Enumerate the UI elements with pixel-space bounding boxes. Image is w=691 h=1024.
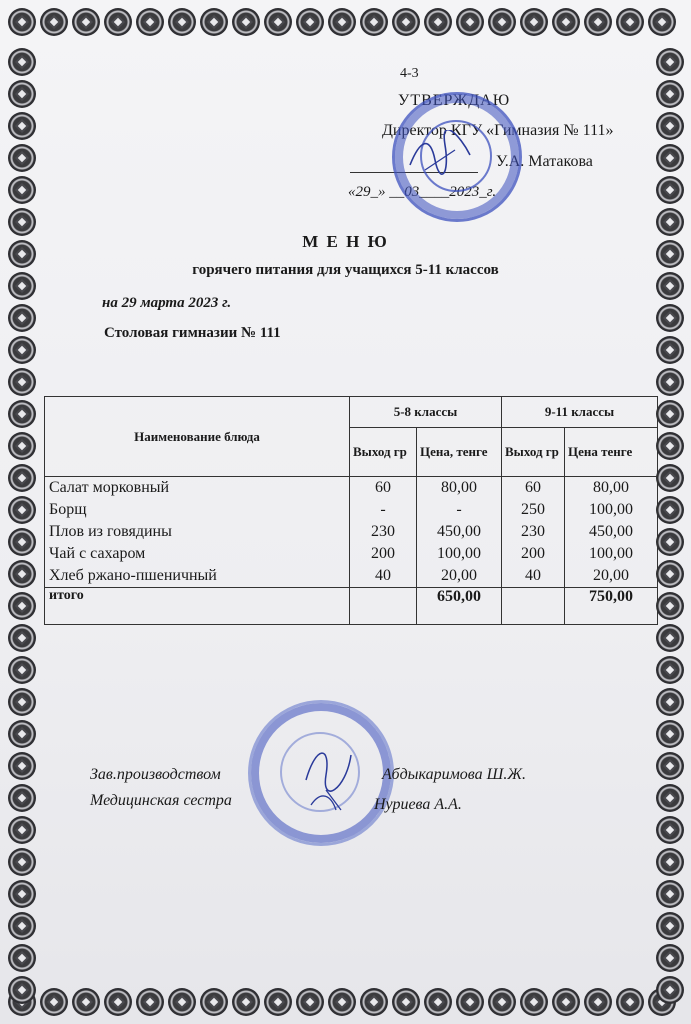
flower-ornament-icon <box>8 720 36 748</box>
flower-ornament-icon <box>656 944 684 972</box>
flower-ornament-icon <box>8 944 36 972</box>
price-9-11: 100,00 <box>565 543 658 565</box>
dish-name: Чай с сахаром <box>45 543 350 565</box>
flower-ornament-icon <box>8 112 36 140</box>
flower-ornament-icon <box>656 624 684 652</box>
yield-5-8: - <box>350 499 417 521</box>
flower-ornament-icon <box>656 464 684 492</box>
flower-ornament-icon <box>8 144 36 172</box>
flower-ornament-icon <box>656 528 684 556</box>
canteen-name: Столовая гимназии № 111 <box>104 325 281 341</box>
flower-ornament-icon <box>656 80 684 108</box>
yield-9-11: 200 <box>502 543 565 565</box>
flower-ornament-icon <box>488 988 516 1016</box>
table-row <box>45 499 658 521</box>
total-yield-2 <box>502 588 565 625</box>
table-row <box>45 477 658 500</box>
flower-ornament-icon <box>656 816 684 844</box>
approval-code: 4-3 <box>400 66 419 81</box>
flower-ornament-icon <box>656 144 684 172</box>
flower-ornament-icon <box>8 496 36 524</box>
flower-ornament-icon <box>8 912 36 940</box>
flower-ornament-icon <box>296 8 324 36</box>
flower-ornament-icon <box>656 304 684 332</box>
flower-ornament-icon <box>8 8 36 36</box>
flower-ornament-icon <box>584 988 612 1016</box>
total-label: итого <box>45 588 350 625</box>
flower-ornament-icon <box>8 560 36 588</box>
menu-title: М Е Н Ю <box>302 232 389 251</box>
signature-role-production: Зав.производством <box>90 766 221 783</box>
flower-ornament-icon <box>8 784 36 812</box>
flower-ornament-icon <box>8 752 36 780</box>
table-row <box>45 565 658 588</box>
flower-ornament-icon <box>72 8 100 36</box>
flower-ornament-icon <box>616 8 644 36</box>
flower-ornament-icon <box>168 8 196 36</box>
price-5-8: 450,00 <box>417 521 502 543</box>
flower-ornament-icon <box>8 304 36 332</box>
flower-ornament-icon <box>656 784 684 812</box>
flower-ornament-icon <box>8 400 36 428</box>
flower-ornament-icon <box>8 432 36 460</box>
flower-ornament-icon <box>656 560 684 588</box>
flower-ornament-icon <box>648 8 676 36</box>
menu-table <box>44 396 658 625</box>
flower-ornament-icon <box>656 432 684 460</box>
header-group-5-8: 5-8 классы <box>350 397 502 428</box>
flower-ornament-icon <box>136 988 164 1016</box>
flower-ornament-icon <box>296 988 324 1016</box>
flower-ornament-icon <box>8 880 36 908</box>
flower-ornament-icon <box>392 988 420 1016</box>
flower-ornament-icon <box>8 528 36 556</box>
header-yield-2: Выход гр <box>502 428 565 477</box>
table-row <box>45 521 658 543</box>
flower-ornament-icon <box>392 8 420 36</box>
yield-5-8: 40 <box>350 565 417 588</box>
flower-ornament-icon <box>552 8 580 36</box>
flower-ornament-icon <box>584 8 612 36</box>
flower-ornament-icon <box>8 80 36 108</box>
flower-ornament-icon <box>424 8 452 36</box>
flower-ornament-icon <box>136 8 164 36</box>
flower-ornament-icon <box>232 988 260 1016</box>
flower-ornament-icon <box>656 688 684 716</box>
flower-ornament-icon <box>656 656 684 684</box>
table-header-row-1 <box>45 397 658 428</box>
flower-ornament-icon <box>360 988 388 1016</box>
dish-name: Хлеб ржано-пшеничный <box>45 565 350 588</box>
flower-ornament-icon <box>520 988 548 1016</box>
header-dish: Наименование блюда <box>45 397 350 477</box>
yield-5-8: 230 <box>350 521 417 543</box>
flower-ornament-icon <box>8 176 36 204</box>
price-9-11: 80,00 <box>565 477 658 500</box>
signature-name-nurse: Нуриева А.А. <box>374 796 462 813</box>
flower-ornament-icon <box>656 176 684 204</box>
price-9-11: 20,00 <box>565 565 658 588</box>
flower-ornament-icon <box>656 496 684 524</box>
dish-name: Салат морковный <box>45 477 350 500</box>
director-signature <box>405 130 475 180</box>
flower-ornament-icon <box>456 8 484 36</box>
dish-name: Плов из говядины <box>45 521 350 543</box>
flower-ornament-icon <box>264 988 292 1016</box>
approval-name: У.А. Матакова <box>496 153 593 170</box>
price-5-8: 100,00 <box>417 543 502 565</box>
flower-ornament-icon <box>328 8 356 36</box>
flower-ornament-icon <box>8 464 36 492</box>
total-row <box>45 588 658 625</box>
flower-ornament-icon <box>8 336 36 364</box>
header-price-2: Цена тенге <box>565 428 658 477</box>
flower-ornament-icon <box>656 976 684 1004</box>
approval-position: Директор КГУ «Гимназия № 111» <box>382 122 614 139</box>
signature-role-nurse: Медицинская сестра <box>90 792 232 809</box>
flower-ornament-icon <box>104 988 132 1016</box>
flower-ornament-icon <box>360 8 388 36</box>
flower-ornament-icon <box>8 48 36 76</box>
flower-ornament-icon <box>200 988 228 1016</box>
flower-ornament-icon <box>328 988 356 1016</box>
flower-ornament-icon <box>8 592 36 620</box>
menu-date: на 29 марта 2023 г. <box>102 295 232 311</box>
flower-ornament-icon <box>40 988 68 1016</box>
flower-ornament-icon <box>456 988 484 1016</box>
price-9-11: 450,00 <box>565 521 658 543</box>
flower-ornament-icon <box>656 912 684 940</box>
total-yield-1 <box>350 588 417 625</box>
flower-ornament-icon <box>656 112 684 140</box>
production-manager-signature <box>296 735 366 815</box>
approval-date: «29_» __03____2023_г. <box>348 184 497 200</box>
price-5-8: - <box>417 499 502 521</box>
yield-5-8: 200 <box>350 543 417 565</box>
flower-ornament-icon <box>488 8 516 36</box>
flower-ornament-icon <box>104 8 132 36</box>
flower-ornament-icon <box>656 400 684 428</box>
flower-ornament-icon <box>520 8 548 36</box>
flower-ornament-icon <box>8 848 36 876</box>
flower-ornament-icon <box>616 988 644 1016</box>
yield-5-8: 60 <box>350 477 417 500</box>
flower-ornament-icon <box>656 368 684 396</box>
yield-9-11: 250 <box>502 499 565 521</box>
yield-9-11: 230 <box>502 521 565 543</box>
flower-ornament-icon <box>656 848 684 876</box>
flower-ornament-icon <box>656 336 684 364</box>
header-price-1: Цена, тенге <box>417 428 502 477</box>
flower-ornament-icon <box>168 988 196 1016</box>
flower-ornament-icon <box>8 368 36 396</box>
flower-ornament-icon <box>8 816 36 844</box>
approval-title: УТВЕРЖДАЮ <box>398 92 511 109</box>
total-price-1: 650,00 <box>417 588 502 625</box>
flower-ornament-icon <box>424 988 452 1016</box>
header-group-9-11: 9-11 классы <box>502 397 658 428</box>
flower-ornament-icon <box>656 48 684 76</box>
flower-ornament-icon <box>264 8 292 36</box>
flower-ornament-icon <box>8 976 36 1004</box>
flower-ornament-icon <box>8 624 36 652</box>
flower-ornament-icon <box>656 880 684 908</box>
signature-name-production: Абдыкаримова Ш.Ж. <box>382 766 526 783</box>
flower-ornament-icon <box>72 988 100 1016</box>
yield-9-11: 60 <box>502 477 565 500</box>
flower-ornament-icon <box>656 592 684 620</box>
flower-ornament-icon <box>40 8 68 36</box>
flower-ornament-icon <box>200 8 228 36</box>
flower-ornament-icon <box>232 8 260 36</box>
flower-ornament-icon <box>656 720 684 748</box>
price-9-11: 100,00 <box>565 499 658 521</box>
total-price-2: 750,00 <box>565 588 658 625</box>
yield-9-11: 40 <box>502 565 565 588</box>
price-5-8: 20,00 <box>417 565 502 588</box>
table-row <box>45 543 658 565</box>
price-5-8: 80,00 <box>417 477 502 500</box>
flower-ornament-icon <box>656 752 684 780</box>
flower-ornament-icon <box>552 988 580 1016</box>
flower-ornament-icon <box>8 656 36 684</box>
flower-ornament-icon <box>8 688 36 716</box>
dish-name: Борщ <box>45 499 350 521</box>
header-yield-1: Выход гр <box>350 428 417 477</box>
menu-subtitle: горячего питания для учащихся 5-11 классов <box>192 262 499 278</box>
